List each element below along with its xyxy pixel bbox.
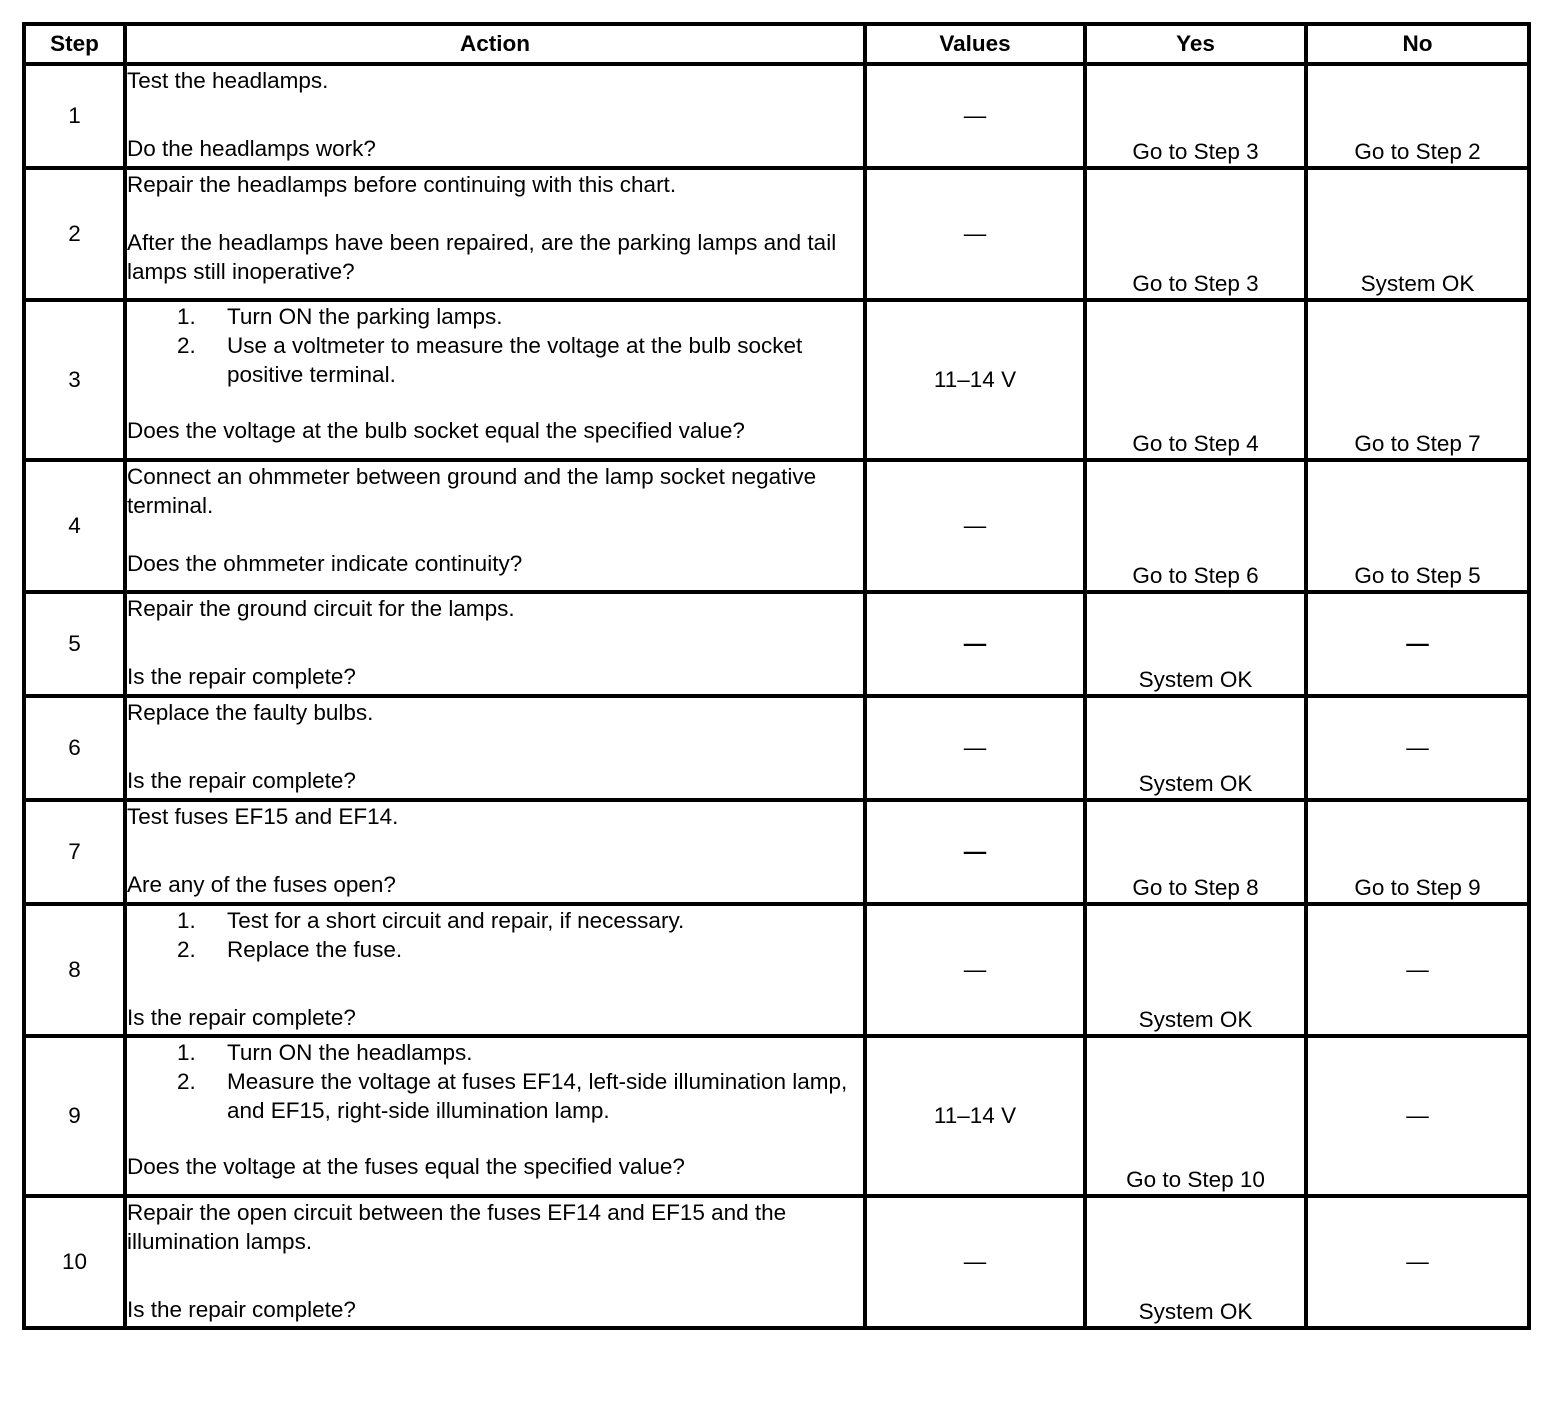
substep-list: [127, 1038, 863, 1125]
yes-cell: Go to Step 8: [1085, 800, 1306, 904]
substep-number: 2.: [177, 333, 196, 358]
header-values: Values: [865, 24, 1085, 64]
no-cell: Go to Step 9: [1306, 800, 1529, 904]
step-number: 4: [24, 460, 125, 592]
action-instruction: Connect an ohmmeter between ground and the lamp socket negative terminal.: [127, 464, 817, 518]
substep: [127, 1038, 863, 1067]
substep-text: Turn ON the parking lamps.: [227, 304, 503, 329]
action-question: Are any of the fuses open?: [127, 872, 396, 897]
action-cell: [125, 592, 865, 696]
values-cell: —: [865, 592, 1085, 696]
substep-list: [127, 302, 863, 389]
substep: [127, 331, 863, 389]
step-number: 6: [24, 696, 125, 800]
header-no: No: [1306, 24, 1529, 64]
table-row: [24, 592, 1529, 696]
values-cell: 11–14 V: [865, 300, 1085, 460]
substep-text: Use a voltmeter to measure the voltage at the bulb socket positive terminal.: [227, 333, 803, 387]
action-question: After the headlamps have been repaired, are the parking lamps and tail lamps still inoperative?: [127, 230, 837, 284]
action-instruction: Replace the faulty bulbs.: [127, 700, 374, 725]
action-cell: [125, 800, 865, 904]
action-instruction: Repair the ground circuit for the lamps.: [127, 596, 515, 621]
header-action: Action: [125, 24, 865, 64]
step-number: 2: [24, 168, 125, 300]
table-row: [24, 696, 1529, 800]
header-yes: Yes: [1085, 24, 1306, 64]
table-row: [24, 1196, 1529, 1328]
action-question: Does the ohmmeter indicate continuity?: [127, 551, 523, 576]
substep-number: 1.: [177, 1040, 196, 1065]
action-instruction: Repair the open circuit between the fuses EF14 and EF15 and the illumination lamps.: [127, 1200, 787, 1254]
action-cell: [125, 1196, 865, 1328]
step-number: 5: [24, 592, 125, 696]
no-cell: —: [1306, 592, 1529, 696]
action-instruction: Test the headlamps.: [127, 68, 329, 93]
action-question: Is the repair complete?: [127, 1005, 356, 1030]
substep-list: [127, 906, 863, 964]
yes-cell: Go to Step 3: [1085, 168, 1306, 300]
yes-cell: System OK: [1085, 1196, 1306, 1328]
yes-cell: Go to Step 4: [1085, 300, 1306, 460]
yes-cell: Go to Step 3: [1085, 64, 1306, 168]
yes-cell: System OK: [1085, 904, 1306, 1036]
action-cell: [125, 696, 865, 800]
table-row: [24, 460, 1529, 592]
substep: [127, 935, 863, 964]
yes-cell: Go to Step 6: [1085, 460, 1306, 592]
action-cell: [125, 1036, 865, 1196]
substep-text: Replace the fuse.: [227, 937, 403, 962]
step-number: 9: [24, 1036, 125, 1196]
values-cell: —: [865, 904, 1085, 1036]
substep: [127, 1067, 863, 1125]
no-cell: Go to Step 2: [1306, 64, 1529, 168]
no-cell: —: [1306, 904, 1529, 1036]
values-cell: 11–14 V: [865, 1036, 1085, 1196]
table-row: [24, 1036, 1529, 1196]
table-row: [24, 800, 1529, 904]
action-question: Do the headlamps work?: [127, 136, 376, 161]
no-cell: Go to Step 7: [1306, 300, 1529, 460]
action-cell: [125, 904, 865, 1036]
table-row: [24, 904, 1529, 1036]
yes-cell: System OK: [1085, 592, 1306, 696]
step-number: 10: [24, 1196, 125, 1328]
substep-number: 1.: [177, 908, 196, 933]
values-cell: —: [865, 460, 1085, 592]
values-cell: —: [865, 64, 1085, 168]
table-row: [24, 300, 1529, 460]
no-cell: —: [1306, 1196, 1529, 1328]
header-step: Step: [24, 24, 125, 64]
action-question: Does the voltage at the fuses equal the specified value?: [127, 1154, 685, 1179]
substep-text: Turn ON the headlamps.: [227, 1040, 473, 1065]
values-cell: —: [865, 800, 1085, 904]
action-cell: [125, 460, 865, 592]
action-question: Is the repair complete?: [127, 1297, 356, 1322]
step-number: 7: [24, 800, 125, 904]
yes-cell: System OK: [1085, 696, 1306, 800]
diagnostic-table: [22, 22, 1531, 1330]
substep-number: 2.: [177, 937, 196, 962]
values-cell: —: [865, 168, 1085, 300]
no-cell: Go to Step 5: [1306, 460, 1529, 592]
values-cell: —: [865, 696, 1085, 800]
action-cell: [125, 300, 865, 460]
values-cell: —: [865, 1196, 1085, 1328]
action-cell: [125, 64, 865, 168]
no-cell: System OK: [1306, 168, 1529, 300]
substep-number: 2.: [177, 1069, 196, 1094]
action-question: Does the voltage at the bulb socket equal the specified value?: [127, 418, 745, 443]
step-number: 8: [24, 904, 125, 1036]
header-row: [24, 24, 1529, 64]
substep: [127, 906, 863, 935]
action-instruction: Repair the headlamps before continuing with this chart.: [127, 172, 677, 197]
no-cell: —: [1306, 696, 1529, 800]
action-cell: [125, 168, 865, 300]
table-row: [24, 64, 1529, 168]
no-cell: —: [1306, 1036, 1529, 1196]
yes-cell: Go to Step 10: [1085, 1036, 1306, 1196]
action-instruction: Test fuses EF15 and EF14.: [127, 804, 399, 829]
substep-text: Measure the voltage at fuses EF14, left-side illumination lamp, and EF15, right-side illumination lamp.: [227, 1069, 848, 1123]
step-number: 1: [24, 64, 125, 168]
substep-text: Test for a short circuit and repair, if necessary.: [227, 908, 685, 933]
action-question: Is the repair complete?: [127, 664, 356, 689]
table-row: [24, 168, 1529, 300]
action-question: Is the repair complete?: [127, 768, 356, 793]
substep-number: 1.: [177, 304, 196, 329]
step-number: 3: [24, 300, 125, 460]
substep: [127, 302, 863, 331]
